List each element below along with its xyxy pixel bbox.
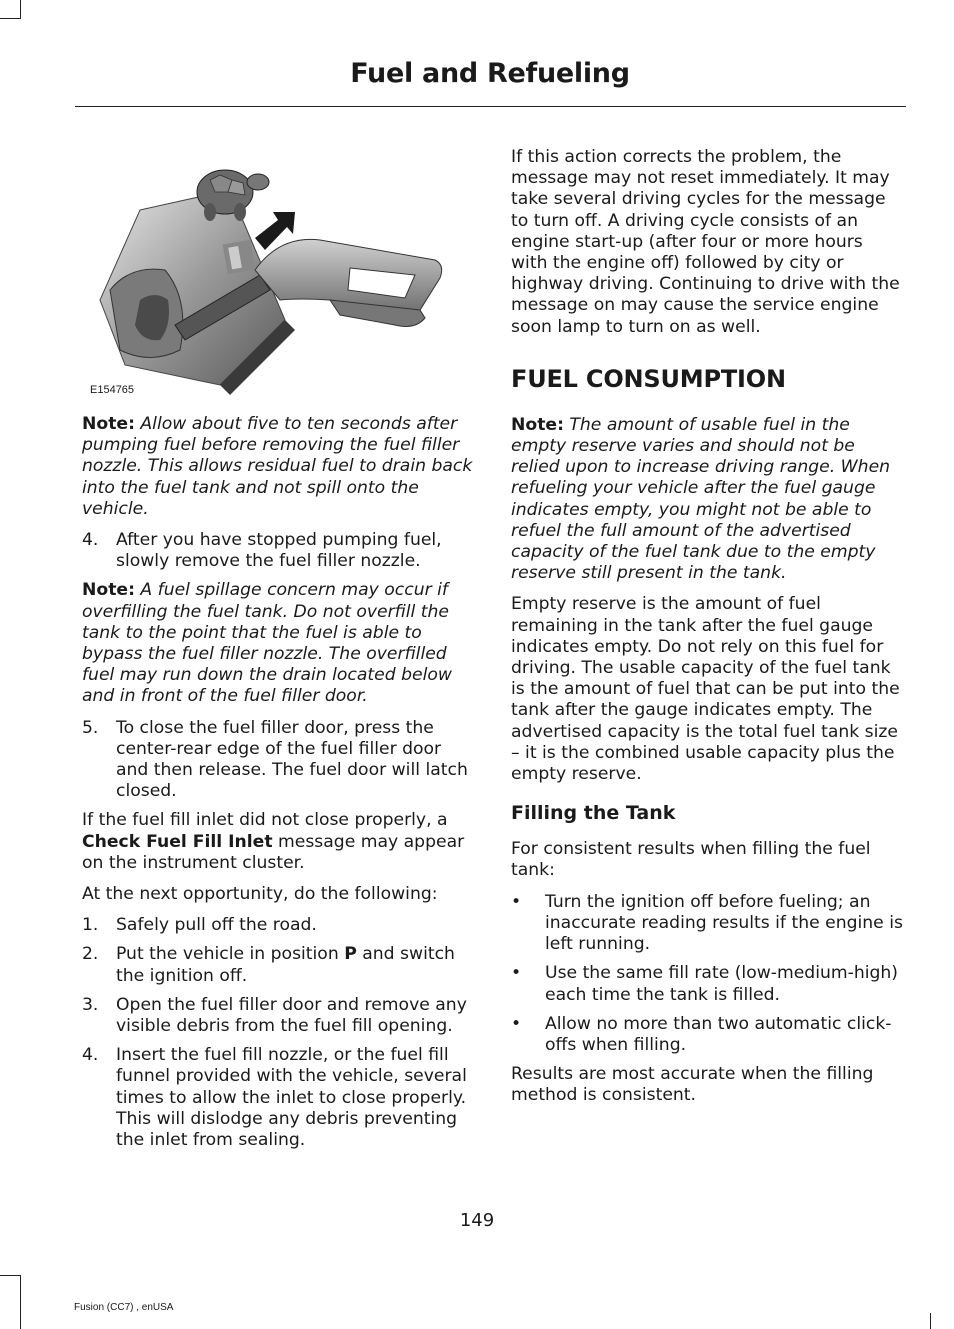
fill-rate-icon: [223, 240, 256, 274]
crop-mark: [930, 1313, 931, 1329]
document-id: Fusion (CC7) , enUSA: [74, 1302, 174, 1313]
right-column: [511, 147, 903, 1117]
subsection-heading: Filling the Tank: [511, 802, 676, 825]
crop-mark: [20, 1275, 21, 1329]
note: Note: A fuel spillage concern may occur if overfilling the fuel tank. Do not overfill the tank to the point that the fuel is able to bypass the fuel filler nozzle. The overfilled fuel may run down the drain located below and in front of the fuel filler door.: [82, 580, 452, 707]
left-column: [82, 414, 474, 1159]
list-item: 3. Open the fuel filler door and remove any visible debris from the fuel fill opening.: [82, 994, 467, 1037]
list-item: 4. After you have stopped pumping fuel, slowly remove the fuel filler nozzle.: [82, 530, 442, 572]
crop-mark: [0, 1275, 20, 1276]
fuel-filler-illustration: [80, 150, 475, 400]
crop-mark: [0, 18, 20, 19]
paragraph: Empty reserve is the amount of fuel remaining in the tank after the fuel gauge indicates empty. Do not rely on this fuel for driving. The usable capacity of the fuel tank is the amount of fuel that can be put into the tank after the gauge indicates empty. The advertised capacity is the total fuel tank size – it is the combined usable capacity plus the empty reserve.: [511, 594, 900, 785]
list-item: 5. To close the fuel filler door, press the center-rear edge of the fuel filler door and then release. The fuel door will latch closed.: [82, 717, 468, 802]
list-item: • Turn the ignition off before fueling; an inaccurate reading results if the engine is left running.: [511, 891, 903, 955]
list-item: • Allow no more than two automatic click-offs when filling.: [511, 1013, 892, 1055]
page-number: 149: [459, 1210, 495, 1231]
note: Note: Allow about five to ten seconds after pumping fuel before removing the fuel filler nozzle. This allows residual fuel to drain back into the fuel tank and not spill onto the vehicle.: [82, 414, 473, 519]
section-heading: FUEL CONSUMPTION: [511, 364, 786, 393]
paragraph: If this action corrects the problem, the message may not reset immediately. It may take several driving cycles for the message to turn off. A driving cycle consists of an engine start-up (after four or more hours with the engine off) followed by city or highway driving. Continuing to drive with the message on may cause the service engine soon lamp to turn on as well.: [511, 147, 900, 337]
paragraph: If the fuel fill inlet did not close properly, a Check Fuel Fill Inlet message may appear on the instrument cluster.: [82, 810, 465, 873]
title-divider: [75, 106, 906, 107]
turtle-icon: [197, 170, 269, 221]
list-item: 4. Insert the fuel fill nozzle, or the fuel fill funnel provided with the vehicle, several times to allow the inlet to close properly. This will dislodge any debris preventing the inlet from sealing.: [82, 1045, 467, 1151]
paragraph: Results are most accurate when the filling method is consistent.: [511, 1064, 874, 1106]
paragraph: At the next opportunity, do the following:: [82, 884, 438, 905]
page-title: Fuel and Refueling: [350, 58, 630, 89]
list-item: 1. Safely pull off the road.: [82, 915, 317, 936]
list-item: • Use the same fill rate (low-medium-high) each time the tank is filled.: [511, 963, 898, 1005]
crop-mark: [20, 0, 21, 19]
note: Note: The amount of usable fuel in the empty reserve varies and should not be relied upon to increase driving range. When refueling your vehicle after the fuel gauge indicates empty, you might not be able to refuel the full amount of the advertised capacity of the fuel tank due to the empty reserve still present in the tank.: [511, 414, 891, 584]
paragraph: For consistent results when filling the fuel tank:: [511, 839, 871, 881]
figure-code: E154765: [90, 384, 135, 396]
list-item: 2. Put the vehicle in position P and switch the ignition off.: [82, 944, 455, 986]
